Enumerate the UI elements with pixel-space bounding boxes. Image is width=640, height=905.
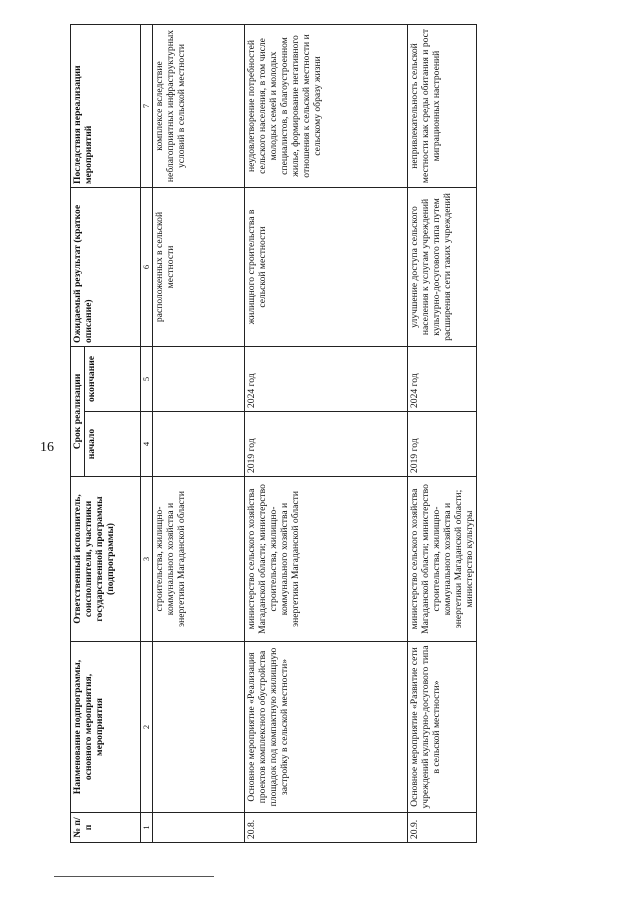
- cell-responsible: строительства, жилищно-коммунального хозяйства и энергетики Магаданской области: [153, 477, 245, 642]
- header-responsible: Ответственный исполнитель, соисполнители, участники государственной программы (подпрограммы): [71, 477, 141, 642]
- cell-consequences: комплексе вследствие неблагоприятных инфраструктурных условий в сельской местности: [153, 24, 245, 187]
- table-row: [245, 24, 408, 842]
- header-start: начало: [85, 412, 141, 477]
- col-number: 2: [141, 642, 153, 813]
- cell-num: 20.9.: [408, 813, 477, 843]
- cell-result: жилищного строительства в сельской местности: [245, 187, 408, 346]
- cell-end: [153, 346, 245, 411]
- rotated-table-container: [70, 25, 475, 843]
- cell-result: расположенных в сельской местности: [153, 187, 245, 346]
- cell-result: улучшение доступа сельского населения к услугам учреждений культурно-досугового типа путем расширения сети таких учреждений: [408, 187, 477, 346]
- col-number: 1: [141, 813, 153, 843]
- cell-name: [153, 642, 245, 813]
- cell-start: [153, 412, 245, 477]
- measures-table: [70, 24, 477, 843]
- col-number: 7: [141, 24, 153, 187]
- header-term: Срок реализации: [71, 346, 85, 476]
- col-number: 3: [141, 477, 153, 642]
- cell-responsible: министерство сельского хозяйства Магаданской области; министерство строительства, жилищно-коммунального хозяйства и энергетики Магаданской области; министерство культуры: [408, 477, 477, 642]
- cell-end: 2024 год: [408, 346, 477, 411]
- cell-start: 2019 год: [245, 412, 408, 477]
- header-consequences: Последствия нереализации мероприятий: [71, 24, 141, 187]
- table-row: [408, 24, 477, 842]
- footnote-divider: [54, 876, 214, 877]
- header-end: окончание: [85, 346, 141, 411]
- cell-consequences: неудовлетворение потребностей сельского населения, в том числе молодых семей и молодых специалистов, в благоустроенном жилье, формирование негативного отношения к сельской местности и сельскому образу жизни: [245, 24, 408, 187]
- page-number: 16: [40, 440, 54, 455]
- cell-num: [153, 813, 245, 843]
- cell-consequences: непривлекательность сельской местности как среды обитания и рост миграционных настроений: [408, 24, 477, 187]
- table-row: [153, 24, 245, 842]
- cell-end: 2024 год: [245, 346, 408, 411]
- col-number: 6: [141, 187, 153, 346]
- header-result: Ожидаемый результат (краткое описание): [71, 187, 141, 346]
- cell-num: 20.8.: [245, 813, 408, 843]
- cell-name: Основное мероприятие «Реализация проектов комплексного обустройства площадок под компактную жилищную застройку в сельской местности»: [245, 642, 408, 813]
- col-number: 4: [141, 412, 153, 477]
- header-num: № п/п: [71, 813, 141, 843]
- header-name: Наименование подпрограммы, основного мероприятия, мероприятия: [71, 642, 141, 813]
- col-number: 5: [141, 346, 153, 411]
- cell-start: 2019 год: [408, 412, 477, 477]
- column-number-row: [141, 24, 153, 842]
- cell-name: Основное мероприятие «Развитие сети учреждений культурно-досугового типа в сельской местности»: [408, 642, 477, 813]
- cell-responsible: министерство сельского хозяйства Магаданской области; министерство строительства, жилищно-коммунального хозяйства и энергетики Магаданской области: [245, 477, 408, 642]
